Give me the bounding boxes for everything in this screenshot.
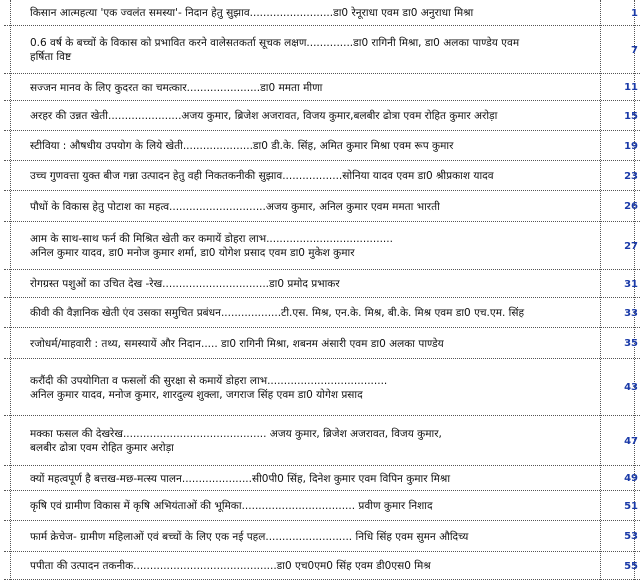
toc-entry-line: आम के साथ-साथ फर्न की मिश्रित खेती कर कमायें डोहरा लाभ...................................... — [30, 233, 393, 245]
toc-page-number[interactable]: 26 — [624, 201, 638, 212]
toc-entry[interactable] — [0, 74, 644, 101]
toc-entry[interactable] — [0, 161, 644, 191]
toc-entry[interactable] — [0, 26, 644, 74]
toc-page-number[interactable]: 19 — [624, 140, 638, 152]
toc-entry-text — [30, 491, 604, 521]
toc-entry-text — [30, 26, 604, 74]
toc-entry[interactable] — [0, 328, 644, 359]
toc-entry-text — [30, 131, 604, 161]
toc-page-number[interactable]: 31 — [624, 278, 638, 290]
toc-entry-text — [30, 416, 604, 466]
toc-entry-text — [30, 222, 604, 270]
toc-entry-line: मक्का फसल की देखरेख........................................... अजय कुमार, ब्रिजेश अजरावत, विजय कुमार, — [30, 428, 442, 440]
toc-page-number[interactable]: 55 — [624, 560, 638, 572]
toc-entry-line: रजोधर्म/माहवारी : तथ्य, समस्यायें और निदान..... डा0 रागिनी मिश्रा, शबनम अंसारी एवम डा0 अलका पाण्डेय — [30, 337, 444, 350]
toc-entry-line: कीवी की वैज्ञानिक खेती एंव उसका समुचित प्रबंधन..................टी.एस. मिश्र, एन.के. मिश्र, बी.के. मिश्र एवम डा0 एच.एम. सिंह — [30, 307, 525, 319]
toc-entry[interactable] — [0, 131, 644, 161]
toc-page-number[interactable]: 35 — [624, 338, 638, 349]
toc-page-number[interactable]: 23 — [624, 170, 638, 182]
toc-entry-line: अनिल कुमार यादव, डा0 मनोज कुमार शर्मा, डा0 योगेश प्रसाद एवम डा0 मुकेश कुमार — [30, 247, 355, 259]
toc-entry-text — [30, 74, 604, 101]
toc-entry[interactable] — [0, 521, 644, 552]
toc-entry-line: पपीता की उत्पादन तकनीक...........................................डा0 एच0एम0 सिंह एवम डी0एस0 मिश्र — [30, 560, 431, 572]
toc-entry-text — [30, 298, 604, 328]
toc-entry[interactable] — [0, 359, 644, 416]
toc-entry[interactable] — [0, 222, 644, 270]
toc-entry-line: हर्षिता विष्ट — [30, 51, 72, 63]
toc-entry-line: बलबीर ढोत्रा एवम रोहित कुमार अरोड़ा — [30, 442, 174, 454]
toc-page-number[interactable]: 47 — [624, 435, 638, 447]
toc-entry[interactable] — [0, 191, 644, 222]
toc-page-number[interactable]: 51 — [624, 500, 638, 512]
toc-entry[interactable] — [0, 416, 644, 466]
toc-entry-line: फार्म क्रेचेज- ग्रामीण महिलाओं एवं बच्चों के लिए एक नई पहल.......................... निधि सिंह एवम सुमन औदिच्य — [30, 530, 469, 543]
toc-entry-line: अनिल कुमार यादव, मनोज कुमार, शारदुल्य शुक्ला, जगराज सिंह एवम डा0 योगेश प्रसाद — [30, 388, 363, 401]
toc-entry-line: उच्च गुणवत्ता युक्त बीज गन्ना उत्पादन हेतु वही निकतकनीकी सुझाव..................सोनिया यादव एवम डा0 श्रीप्रकाश यादव — [30, 170, 494, 182]
toc-entry-text — [30, 552, 604, 580]
toc-page-number[interactable]: 33 — [624, 307, 638, 319]
toc-page-number[interactable]: 27 — [624, 240, 638, 252]
toc-entry-text — [30, 466, 604, 491]
toc-entry-text — [30, 359, 604, 416]
toc-page-number[interactable]: 53 — [624, 531, 638, 542]
toc-entry[interactable] — [0, 270, 644, 298]
toc-entry-line: सज्जन मानव के लिए कुदरत का चमत्कार......................डा0 ममता मीणा — [30, 81, 323, 94]
toc-entry-line: अरहर की उन्नत खेती......................अजय कुमार, ब्रिजेश अजरावत, विजय कुमार,बलबीर ढोत्रा एवम रोहित कुमार अरोड़ा — [30, 110, 498, 122]
toc-entry-text — [30, 521, 604, 552]
toc-entry-text — [30, 328, 604, 359]
toc-entry[interactable] — [0, 466, 644, 491]
toc-entry[interactable] — [0, 101, 644, 131]
toc-page-number[interactable]: 43 — [624, 382, 638, 393]
toc-entry-line: पौधों के विकास हेतु पोटाश का महत्व.............................अजय कुमार, अनिल कुमार एवम ममता भारती — [30, 200, 440, 213]
toc-entry[interactable] — [0, 552, 644, 580]
toc-entry[interactable] — [0, 0, 644, 26]
toc-entry-text — [30, 191, 604, 222]
toc-entry-text — [30, 0, 604, 26]
toc-page-number[interactable]: 11 — [624, 82, 638, 93]
toc-page-number[interactable]: 1 — [631, 7, 638, 19]
toc-entry-text — [30, 270, 604, 298]
toc-entry-text — [30, 101, 604, 131]
toc-entry-text — [30, 161, 604, 191]
toc-entry[interactable] — [0, 298, 644, 328]
toc-page-number[interactable]: 49 — [624, 473, 638, 484]
toc-entry-line: 0.6 वर्ष के बच्चों के विकास को प्रभावित करने वालेसतकर्ता सूचक लक्षण..............डा0 रागिनी मिश्रा, डा0 अलका पाण्डेय एवम — [30, 37, 520, 49]
toc-entry[interactable] — [0, 491, 644, 521]
toc-entry-line: किसान आत्महत्या 'एक ज्वलंत समस्या'- निदान हेतु सुझाव.........................डा0 रेनूराधा एवम डा0 अनुराधा मिश्रा — [30, 7, 474, 19]
toc-entry-line: करौंदी की उपयोगिता व फसलों की सुरक्षा से कमायें डोहरा लाभ.................................... — [30, 374, 388, 387]
toc-page-number[interactable]: 7 — [631, 44, 638, 56]
toc-entry-line: रोगग्रस्त पशुओं का उचित देख -रेख................................डा0 प्रमोद प्रभाकर — [30, 278, 340, 290]
toc-entry-line: स्टीविया : औषधीय उपयोग के लिये खेती.....................डा0 डी.के. सिंह, अमित कुमार मिश्रा एवम रूप कुमार — [30, 140, 454, 152]
toc-entry-line: क्यों महत्वपूर्ण है बत्तख-मछ-मत्स्य पालन.....................सी0पी0 सिंह, दिनेश कुमार एवम विपिन कुमार मिश्रा — [30, 472, 451, 485]
toc-entry-line: कृषि एवं ग्रामीण विकास में कृषि अभियंताओं की भूमिका.................................. प्रवीण कुमार निशाद — [30, 500, 433, 512]
toc-page-number[interactable]: 15 — [624, 110, 638, 122]
